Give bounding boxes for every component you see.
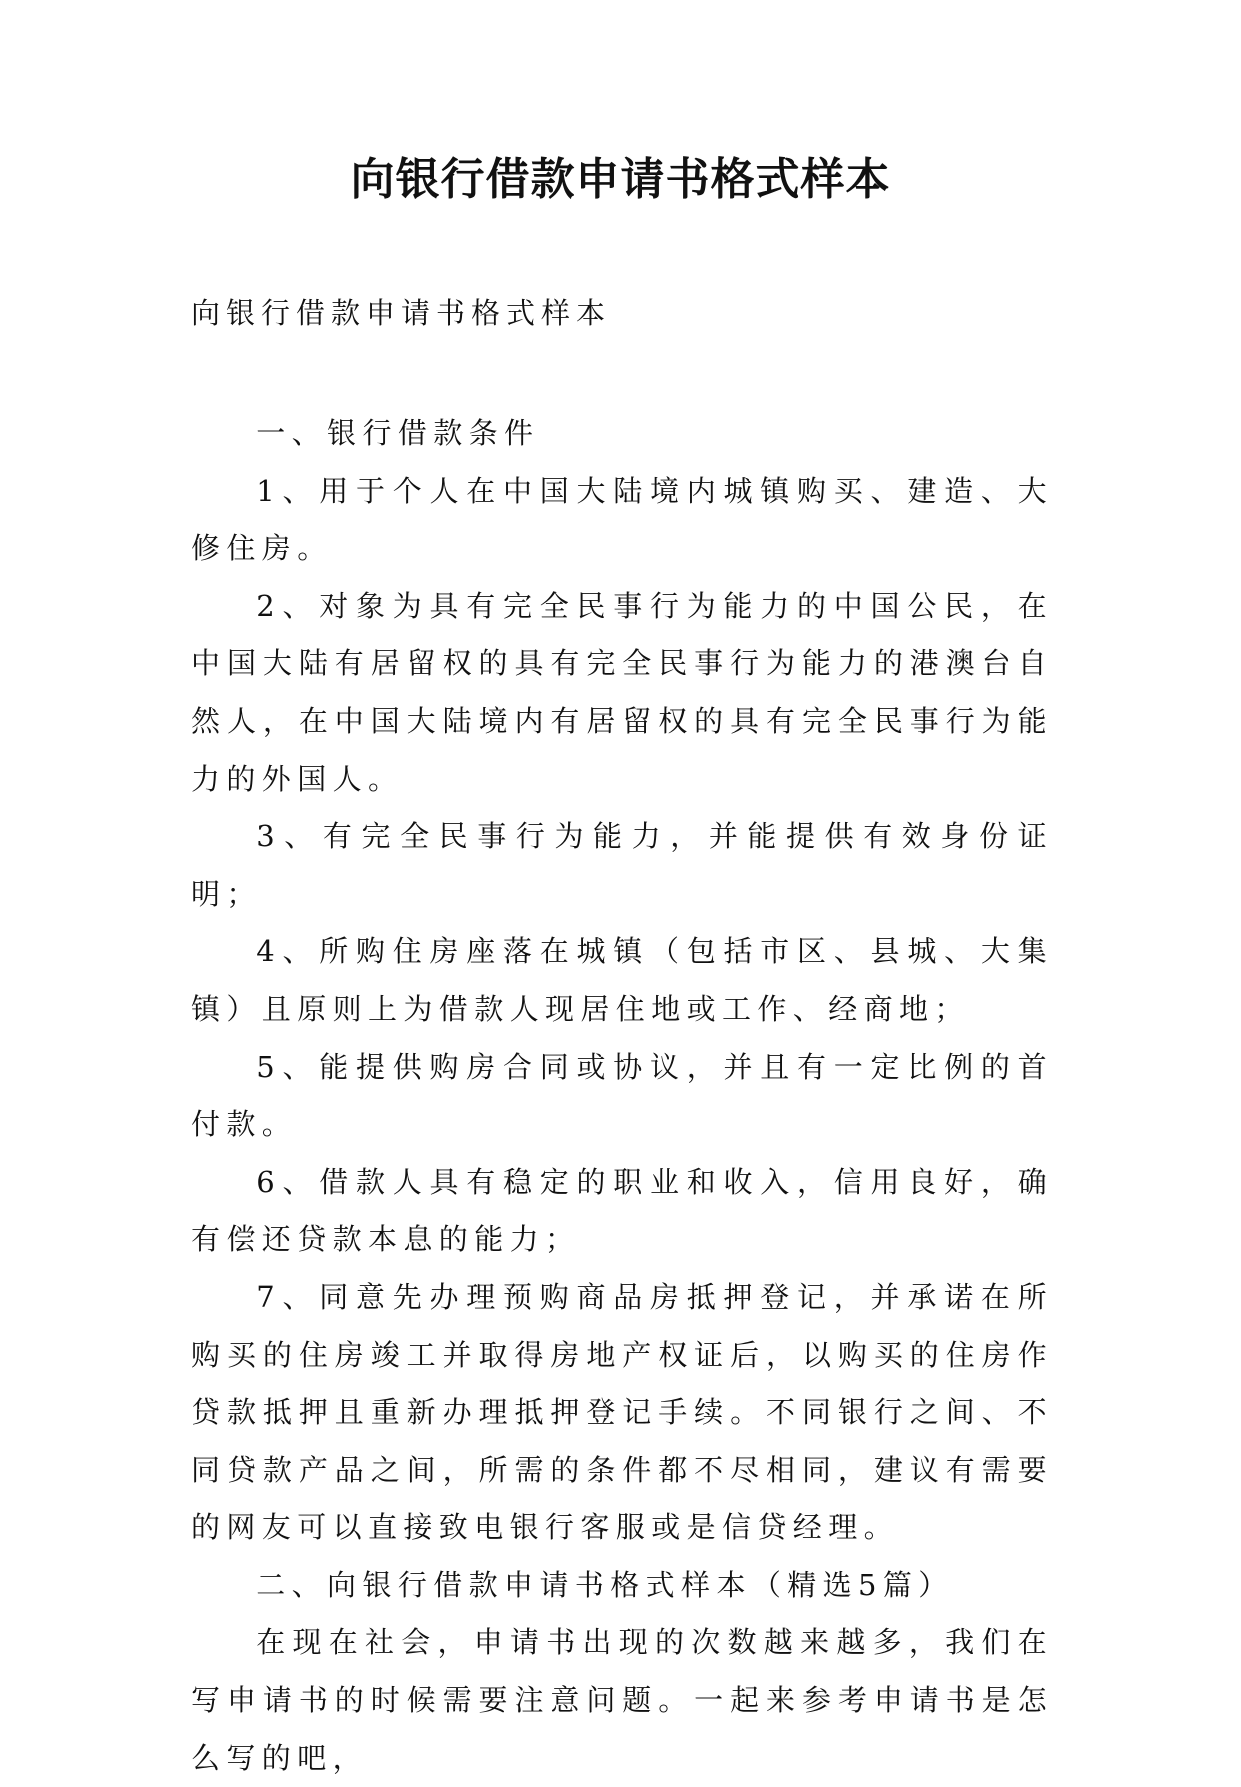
document-subtitle: 向银行借款申请书格式样本 — [191, 296, 612, 330]
intro-paragraph: 在现在社会，申请书出现的次数越来越多，我们在写申请书的时候需要注意问题。一起来参考申请书是怎么写的吧， — [191, 1625, 1053, 1775]
condition-paragraph-7: 7、同意先办理预购商品房抵押登记，并承诺在所购买的住房竣工并取得房地产权证后，以购买的住房作贷款抵押且重新办理抵押登记手续。不同银行之间、不同贷款产品之间，所需的条件都不尽相同，建议有需要的网友可以直接致电银行客服或是信贷经理。 — [191, 1279, 1053, 1545]
condition-paragraph-4: 4、所购住房座落在城镇（包括市区、县城、大集镇）且原则上为借款人现居住地或工作、经商地； — [191, 934, 1053, 1026]
condition-paragraph-3: 3、有完全民事行为能力，并能提供有效身份证明； — [191, 819, 1053, 911]
section-heading-loan-conditions: 一、银行借款条件 — [256, 416, 540, 450]
condition-paragraph-1: 1、用于个人在中国大陆境内城镇购买、建造、大修住房。 — [191, 473, 1053, 566]
section-heading-sample-format: 二、向银行借款申请书格式样本（精选5篇） — [256, 1567, 954, 1602]
condition-paragraph-6: 6、借款人具有稳定的职业和收入，信用良好，确有偿还贷款本息的能力； — [191, 1164, 1053, 1257]
document-title: 向银行借款申请书格式样本 — [350, 154, 891, 205]
condition-paragraph-5: 5、能提供购房合同或协议，并且有一定比例的首付款。 — [191, 1049, 1053, 1142]
condition-paragraph-2: 2、对象为具有完全民事行为能力的中国公民，在中国大陆有居留权的具有完全民事行为能力的港澳台自然人，在中国大陆境内有居留权的具有完全民事行为能力的外国人。 — [191, 588, 1053, 796]
document-body — [191, 405, 1053, 1787]
